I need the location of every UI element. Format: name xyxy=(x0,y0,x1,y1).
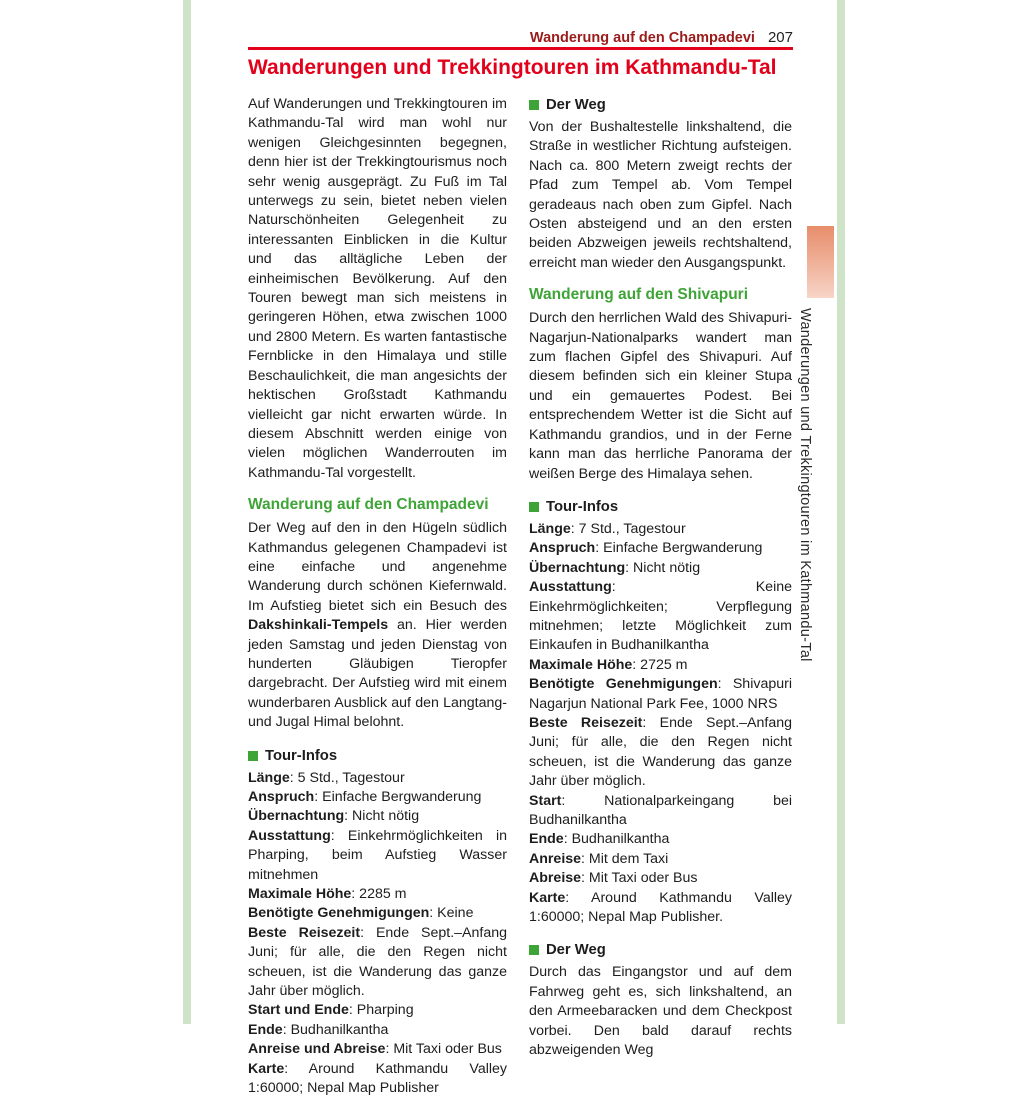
info-label: Benötigte Genehmigungen xyxy=(248,905,430,922)
margin-vertical-title: Wanderungen und Trekkingtouren im Kathmandu-Tal xyxy=(797,308,813,662)
tour-infos-heading-right xyxy=(529,499,792,515)
info-value: : 2725 m xyxy=(632,656,688,673)
intro-paragraph: Auf Wanderungen und Trekkingtouren im Kathmandu-Tal wird man wohl nur wenigen Gleichgesinnten begegnen, denn hier ist der Trekkingtourismus noch sehr wenig ausgeprägt. Zu Fuß im Tal unterwegs zu sein, bietet neben vielen Naturschönheiten Gelegenheit zu interessanten Einblicken in die Kultur und das alltägliche Leben der einheimischen Bevölkerung. Auf den Touren bewegt man sich meistens in geringeren Höhen, etwa zwischen 1000 und 2800 Metern. Es warten fantastische Fernblicke in den Himalaya und stille Beschaulichkeit, die man angesichts der hektischen Großstadt Kathmandu vielleicht gar nicht erwarten würde. In diesem Abschnitt werden einige von vielen möglichen Wanderrouten im Kathmandu-Tal vorgestellt. xyxy=(248,96,507,481)
tour-info-item xyxy=(529,559,792,578)
page-number: 207 xyxy=(767,29,793,46)
der-weg-paragraph-2: Durch das Eingangstor und auf dem Fahrweg geht es, sich linkshaltend, an den Armeebaracken und dem Checkpost vorbei. Den bald darauf rechts abzweigenden Weg xyxy=(529,964,792,1059)
tour-infos-list-left xyxy=(248,769,507,1099)
info-label: Karte xyxy=(248,1060,285,1077)
info-label: Maximale Höhe xyxy=(248,886,352,903)
info-label: Maximale Höhe xyxy=(529,656,633,673)
info-value: : Budhanilkantha xyxy=(563,831,670,848)
tour-infos-label: Tour-Infos xyxy=(546,498,619,515)
left-column xyxy=(248,95,507,1099)
info-value: : 5 Std., Tagestour xyxy=(289,769,405,786)
tour-info-item xyxy=(529,656,792,675)
info-label: Ende xyxy=(248,1021,283,1038)
tour-info-item xyxy=(529,869,792,888)
info-label: Ausstattung xyxy=(529,579,612,596)
info-label: Benötigte Genehmigungen xyxy=(529,676,718,693)
der-weg-paragraph-1: Von der Bushaltestelle linkshaltend, die Straße in westlicher Richtung aufsteigen. Nach ca. 800 Metern zweigt rechts der Pfad zum Tempel ab. Vom Tempel geradeaus nach oben zum Gipfel. Nach Osten absteigend und an den ersten beiden Abzweigen jeweils rechtshaltend, erreicht man wieder den Ausgangspunkt. xyxy=(529,119,792,271)
tour-info-item xyxy=(529,675,792,714)
shivapuri-paragraph: Durch den herrlichen Wald des Shivapuri-Nagarjun-Nationalparks wandert man zum flachen Gipfel des Shivapuri. Auf diesem befinden sich ein kleiner Stupa und ein gemauertes Podest. Bei entsprechendem Wetter ist die Sicht auf Kathmandu grandios, und in der Ferne kann man das herrliche Panorama der weißen Berge des Himalaya sehen. xyxy=(529,310,792,482)
tour-info-item xyxy=(529,714,792,792)
header-rule xyxy=(248,47,793,50)
paragraph-text: an. Hier werden jeden Samstag und jeden Dienstag von hunderten Gläubigen Tieropfer dargebracht. Der Aufstieg wird mit einem wunderbaren Ausblick auf den Langtang- und Jugal Himal belohnt. xyxy=(248,617,507,731)
tour-info-item xyxy=(529,520,792,539)
info-value: : Mit Taxi oder Bus xyxy=(385,1041,502,1058)
green-square-bullet-icon xyxy=(248,751,258,761)
info-value: : Around Kathmandu Valley 1:60000; Nepal Map Publisher xyxy=(248,1060,507,1097)
tour-infos-label: Tour-Infos xyxy=(265,747,338,764)
der-weg-heading-1 xyxy=(529,97,792,113)
tour-info-item xyxy=(529,792,792,831)
info-label: Beste Reisezeit xyxy=(529,714,643,731)
green-square-bullet-icon xyxy=(529,945,539,955)
tour-info-item xyxy=(248,1001,507,1020)
tour-info-item xyxy=(248,807,507,826)
champadevi-paragraph xyxy=(248,519,507,732)
info-value: : 7 Std., Tagestour xyxy=(570,520,686,537)
info-value: : 2285 m xyxy=(351,886,407,903)
section-heading-shivapuri: Wanderung auf den Shivapuri xyxy=(529,286,749,304)
running-header xyxy=(248,29,793,46)
info-value: : Einfache Bergwanderung xyxy=(314,789,482,805)
info-value: : Einkehrmöglichkeiten in Pharping, beim Aufstieg Wasser mitnehmen xyxy=(248,827,507,883)
section-heading-champadevi: Wanderung auf den Champadevi xyxy=(248,496,489,514)
der-weg-label: Der Weg xyxy=(546,97,606,113)
info-value: : Ende Sept.–Anfang Juni; für alle, die den Regen nicht scheuen, ist die Wanderung das ganze Jahr über möglich. xyxy=(529,714,793,790)
tour-info-item xyxy=(248,904,507,923)
page-margin-right xyxy=(837,0,845,1024)
page-margin-left xyxy=(183,0,191,1024)
der-weg-label: Der Weg xyxy=(546,942,606,959)
tour-infos-heading-left xyxy=(248,748,507,764)
info-value: : Budhanilkantha xyxy=(282,1021,389,1038)
info-value: : Nicht nötig xyxy=(344,808,420,825)
tour-info-item xyxy=(248,788,507,807)
paragraph-bold-text: Dakshinkali-Tempels xyxy=(248,617,389,634)
info-label: Anspruch xyxy=(529,540,596,557)
tour-info-item xyxy=(529,850,792,869)
info-value: : Mit Taxi oder Bus xyxy=(581,870,698,887)
info-label: Start xyxy=(529,792,562,809)
info-value: : Einfache Bergwanderung xyxy=(595,540,763,557)
info-value: : Keine xyxy=(429,905,474,922)
chapter-thumb-tab xyxy=(807,226,834,298)
green-square-bullet-icon xyxy=(529,100,539,110)
info-value: : Pharping xyxy=(348,1002,414,1019)
info-value: : Keine Einkehrmöglichkeiten; Verpflegung mitnehmen; letzte Möglichkeit zum Einkaufen in Budhanilkantha xyxy=(529,579,792,654)
info-label: Anreise xyxy=(529,850,582,867)
info-value: : Shivapuri Nagarjun National Park Fee, 1000 NRS xyxy=(529,676,792,712)
info-label: Anspruch xyxy=(248,789,315,805)
right-column xyxy=(529,95,792,1060)
tour-info-item xyxy=(248,924,507,1002)
info-value: : Mit dem Taxi xyxy=(581,850,669,867)
tour-info-item xyxy=(529,578,792,656)
green-square-bullet-icon xyxy=(529,502,539,512)
info-label: Länge xyxy=(248,769,290,786)
paragraph-text: Der Weg auf den in den Hügeln südlich Kathmandus gelegenen Champadevi ist eine einfache und angenehme Wanderung durch schönen Kiefernwald. Im Aufstieg bietet sich ein Besuch des xyxy=(248,520,507,614)
tour-info-item xyxy=(248,769,507,788)
info-label: Ende xyxy=(529,831,564,848)
tour-infos-list-right xyxy=(529,520,792,928)
tour-info-item xyxy=(529,889,792,928)
chapter-title: Wanderungen und Trekkingtouren im Kathmandu-Tal xyxy=(248,56,777,79)
info-value: : Around Kathmandu Valley 1:60000; Nepal Map Publisher. xyxy=(529,889,792,926)
tour-info-item xyxy=(248,885,507,904)
der-weg-heading-2 xyxy=(529,942,792,958)
info-label: Abreise xyxy=(529,870,582,887)
tour-info-item xyxy=(529,539,792,558)
running-header-title: Wanderung auf den Champadevi xyxy=(529,30,755,46)
tour-info-item xyxy=(529,830,792,849)
info-label: Übernachtung xyxy=(248,808,345,825)
info-value: : Nationalparkeingang bei Budhanilkantha xyxy=(529,792,792,828)
info-value: : Ende Sept.–Anfang Juni; für alle, die den Regen nicht scheuen, ist die Wanderung das ganze Jahr über möglich. xyxy=(248,924,507,1000)
info-label: Anreise und Abreise xyxy=(248,1041,386,1058)
tour-info-item xyxy=(248,1040,507,1059)
info-label: Ausstattung xyxy=(248,827,331,844)
tour-info-item xyxy=(248,1060,507,1099)
info-label: Länge xyxy=(529,520,571,537)
info-label: Karte xyxy=(529,889,566,906)
info-label: Übernachtung xyxy=(529,559,626,576)
info-value: : Nicht nötig xyxy=(625,559,701,576)
tour-info-item xyxy=(248,827,507,885)
info-label: Beste Reisezeit xyxy=(248,924,361,941)
info-label: Start und Ende xyxy=(248,1002,349,1019)
